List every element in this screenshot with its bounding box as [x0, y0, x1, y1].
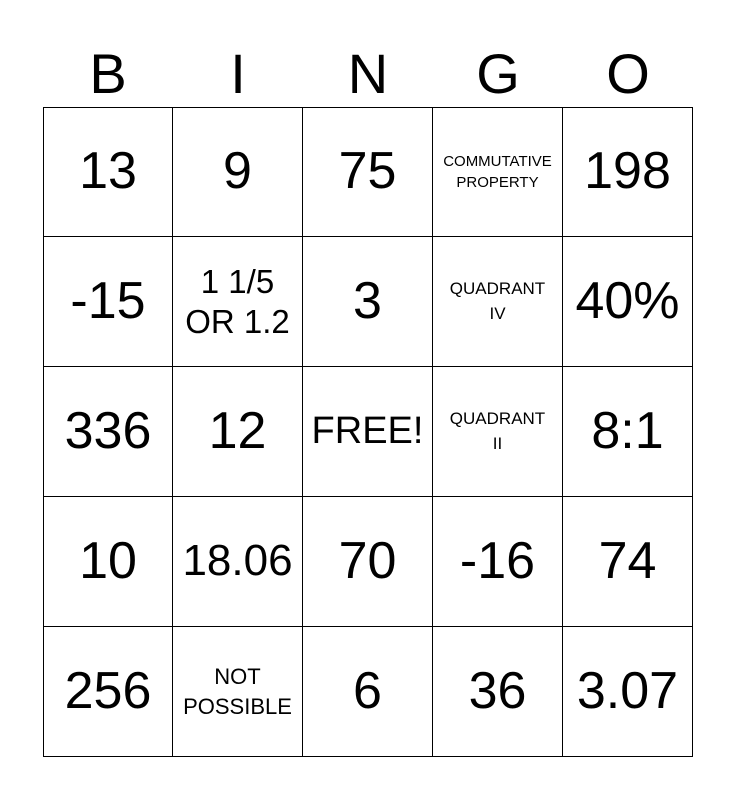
cell-text: 10 [79, 531, 137, 590]
cell-text: FREE! [311, 409, 424, 452]
bingo-cell [433, 107, 563, 237]
bingo-cell [173, 107, 303, 237]
bingo-cell [303, 497, 433, 627]
bingo-cell [43, 237, 173, 367]
cell-text: 8:1 [591, 401, 664, 460]
cell-text: 18.06 [182, 536, 293, 586]
bingo-cell [303, 107, 433, 237]
bingo-cell [563, 107, 693, 237]
cell-text: 3.07 [576, 661, 679, 720]
cell-text: COMMUTATIVE PROPERTY [443, 153, 552, 191]
bingo-cell [303, 627, 433, 757]
bingo-cell [43, 107, 173, 237]
cell-text: 1 1/5 OR 1.2 [185, 262, 290, 340]
header-letter-b: B [89, 42, 127, 105]
cell-text: QUADRANT II [449, 408, 546, 453]
cell-text: QUADRANT IV [449, 278, 546, 323]
bingo-cell [563, 367, 693, 497]
bingo-cell [303, 367, 433, 497]
cell-text: 40% [575, 271, 680, 330]
cell-text: -15 [70, 271, 146, 330]
bingo-cell [43, 627, 173, 757]
cell-text: 12 [208, 401, 267, 460]
cell-text: 75 [338, 142, 397, 201]
header-letter-n: N [347, 42, 389, 105]
bingo-cell [563, 237, 693, 367]
cell-text: 9 [223, 142, 252, 201]
bingo-cell [173, 367, 303, 497]
header-letter-o: O [606, 42, 650, 105]
cell-text: 3 [353, 271, 382, 330]
cell-text: 6 [353, 661, 382, 720]
cell-text: 336 [64, 401, 152, 460]
cell-text: 13 [79, 142, 137, 201]
bingo-cell [173, 497, 303, 627]
cell-text: 70 [338, 531, 397, 590]
bingo-cell [173, 627, 303, 757]
bingo-cell [433, 627, 563, 757]
bingo-cell [173, 237, 303, 367]
header-letter-g: G [476, 42, 520, 105]
bingo-cell [303, 237, 433, 367]
bingo-cell [433, 367, 563, 497]
cell-text: -16 [459, 531, 536, 590]
bingo-cell [43, 367, 173, 497]
header-letter-i: I [230, 42, 246, 105]
cell-text: 74 [598, 531, 657, 590]
cell-text: 198 [584, 142, 671, 201]
bingo-grid [43, 107, 693, 757]
bingo-cell [433, 237, 563, 367]
bingo-cell [43, 497, 173, 627]
cell-text: 36 [468, 661, 527, 720]
bingo-header [43, 40, 693, 108]
bingo-cell [563, 497, 693, 627]
bingo-cell [433, 497, 563, 627]
cell-text: 256 [64, 661, 152, 720]
cell-text: NOT POSSIBLE [183, 663, 292, 719]
bingo-cell [563, 627, 693, 757]
